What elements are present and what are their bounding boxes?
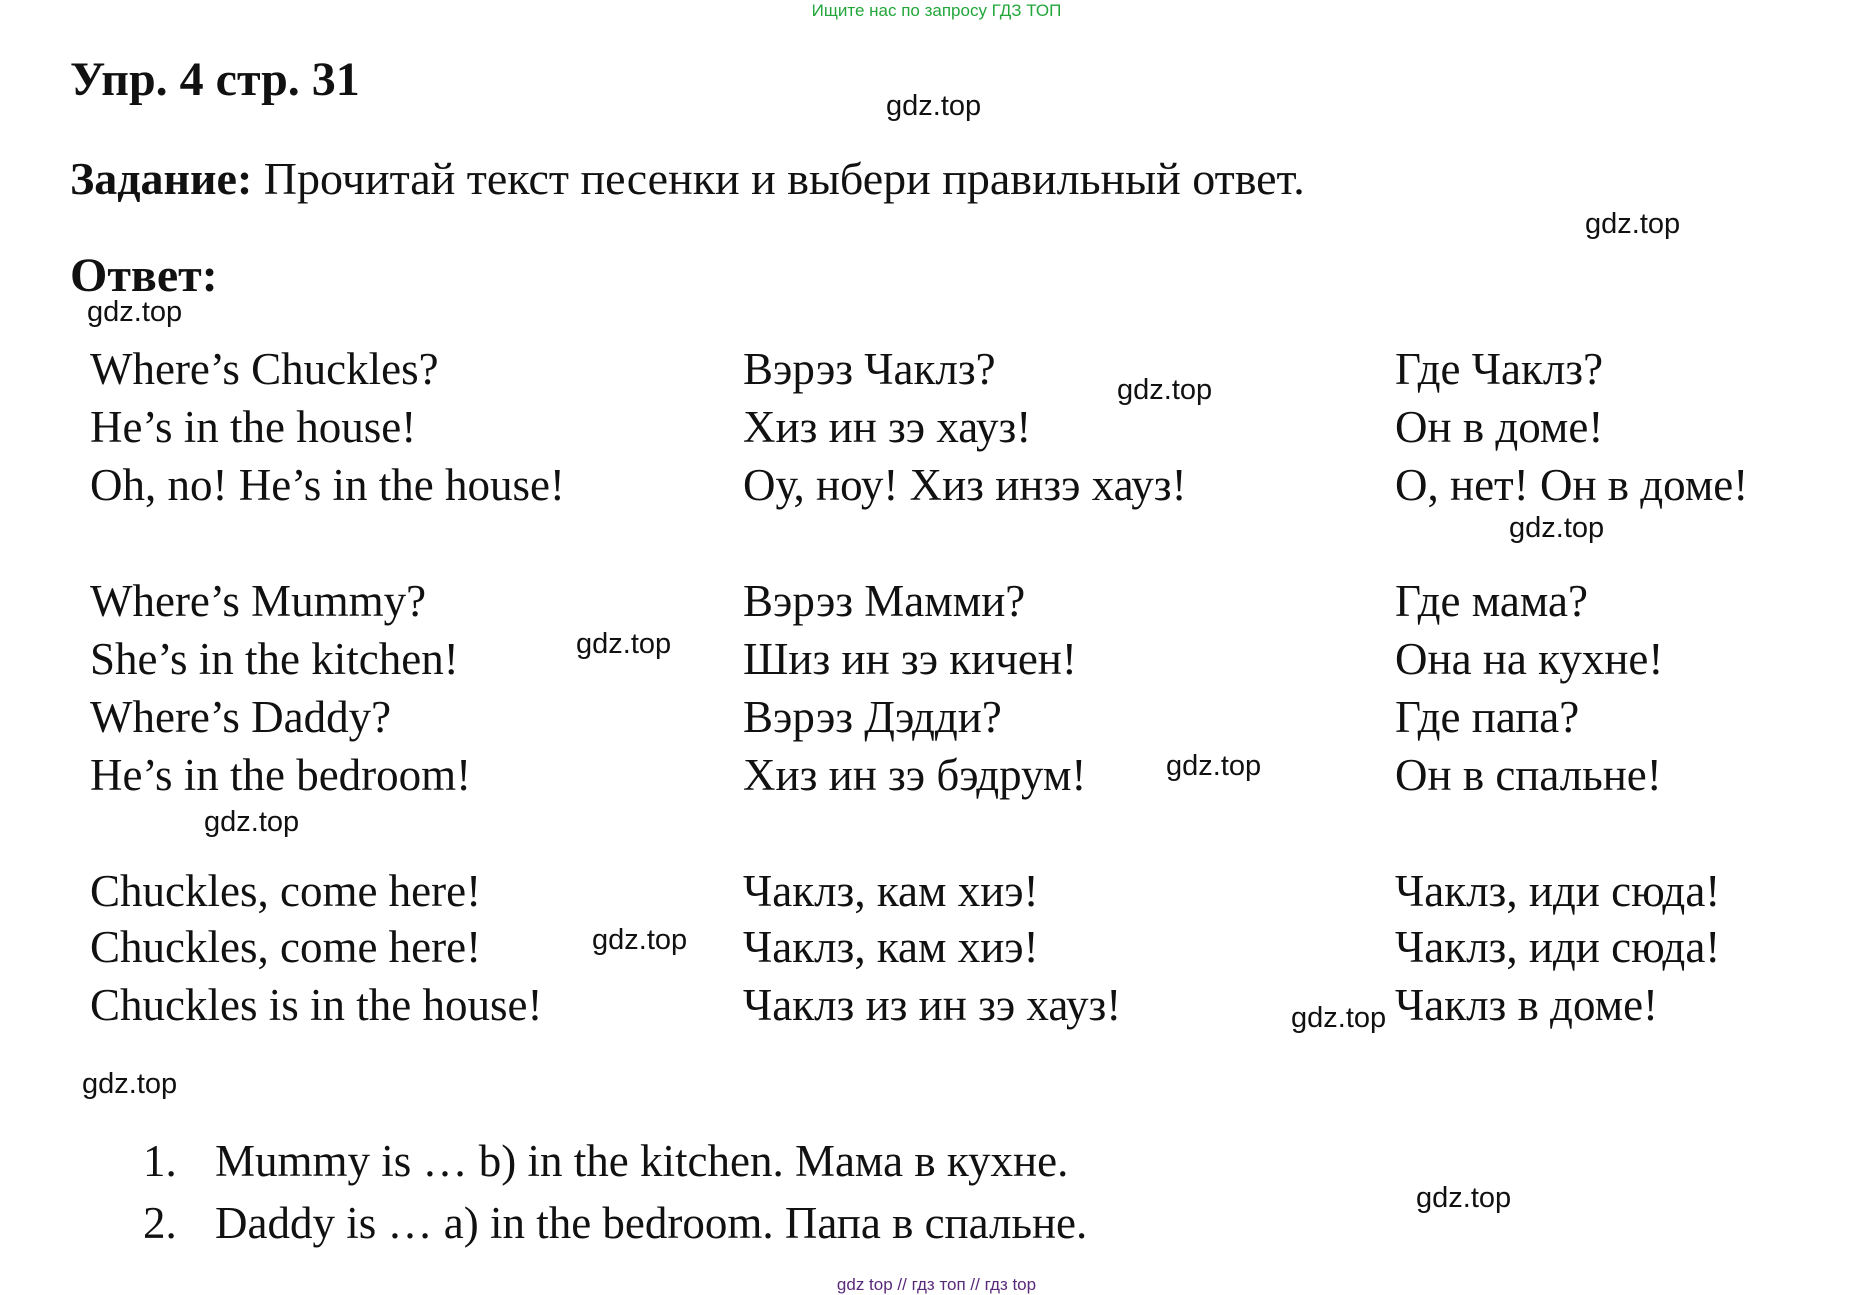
- transcription-line: Чаклз, кам хиэ!: [743, 866, 1039, 916]
- english-line: He’s in the bedroom!: [90, 750, 472, 800]
- translation-line: Чаклз в доме!: [1395, 980, 1659, 1030]
- watermark: gdz.top: [1166, 750, 1262, 782]
- translation-line: Она на кухне!: [1395, 634, 1664, 684]
- translation-line: Где мама?: [1395, 576, 1589, 626]
- transcription-line: Вэрэз Дэдди?: [743, 692, 1002, 742]
- watermark: gdz.top: [1291, 1002, 1387, 1034]
- footer-links: gdz top // гдз топ // гдз top: [836, 1275, 1037, 1294]
- answer-label: Ответ:: [70, 249, 218, 302]
- watermark: gdz.top: [1585, 208, 1681, 240]
- english-line: She’s in the kitchen!: [90, 634, 459, 684]
- exercise-title: Упр. 4 стр. 31: [70, 53, 360, 106]
- watermark: gdz.top: [1117, 374, 1213, 406]
- translation-line: Где Чаклз?: [1395, 344, 1604, 394]
- english-line: Where’s Daddy?: [90, 692, 392, 742]
- watermark: gdz.top: [82, 1068, 178, 1100]
- watermark: gdz.top: [576, 628, 672, 660]
- transcription-line: Оу, ноу! Хиз инзэ хауз!: [743, 460, 1187, 510]
- task-label: Задание:: [70, 153, 253, 204]
- translation-line: Он в доме!: [1395, 402, 1604, 452]
- english-line: Chuckles, come here!: [90, 922, 482, 972]
- english-line: Chuckles, come here!: [90, 866, 482, 916]
- translation-line: Где папа?: [1395, 692, 1580, 742]
- answer-number: 1.: [143, 1136, 177, 1186]
- task-text: Прочитай текст песенки и выбери правильный ответ.: [263, 153, 1305, 204]
- translation-line: О, нет! Он в доме!: [1395, 460, 1749, 510]
- answer-text: Mummy is … b) in the kitchen. Мама в кухне.: [215, 1136, 1069, 1186]
- english-line: He’s in the house!: [90, 402, 417, 452]
- transcription-line: Шиз ин зэ кичен!: [743, 634, 1077, 684]
- transcription-line: Хиз ин зэ бэдрум!: [743, 750, 1087, 800]
- watermark: gdz.top: [1416, 1182, 1512, 1214]
- transcription-line: Вэрэз Мамми?: [743, 576, 1026, 626]
- top-banner: Ищите нас по запросу ГДЗ ТОП: [811, 1, 1062, 20]
- english-line: Oh, no! He’s in the house!: [90, 460, 565, 510]
- english-line: Chuckles is in the house!: [90, 980, 543, 1030]
- answer-item-2: [143, 1197, 1087, 1249]
- translation-line: Чаклз, иди сюда!: [1395, 866, 1721, 916]
- transcription-line: Хиз ин зэ хауз!: [743, 402, 1032, 452]
- watermark: gdz.top: [204, 806, 300, 838]
- english-line: Where’s Chuckles?: [90, 344, 439, 394]
- watermark: gdz.top: [886, 90, 982, 122]
- transcription-line: Чаклз, кам хиэ!: [743, 922, 1039, 972]
- transcription-line: Чаклз из ин зэ хауз!: [743, 980, 1122, 1030]
- answer-text: Daddy is … a) in the bedroom. Папа в спальне.: [215, 1198, 1088, 1248]
- transcription-line: Вэрэз Чаклз?: [743, 344, 996, 394]
- watermark: gdz.top: [1509, 512, 1605, 544]
- translation-line: Он в спальне!: [1395, 750, 1662, 800]
- translation-line: Чаклз, иди сюда!: [1395, 922, 1721, 972]
- watermark: gdz.top: [592, 924, 688, 956]
- answer-item-1: [143, 1135, 1068, 1187]
- task-line: [70, 152, 1305, 205]
- answer-number: 2.: [143, 1198, 177, 1248]
- watermark: gdz.top: [87, 296, 183, 328]
- english-line: Where’s Mummy?: [90, 576, 427, 626]
